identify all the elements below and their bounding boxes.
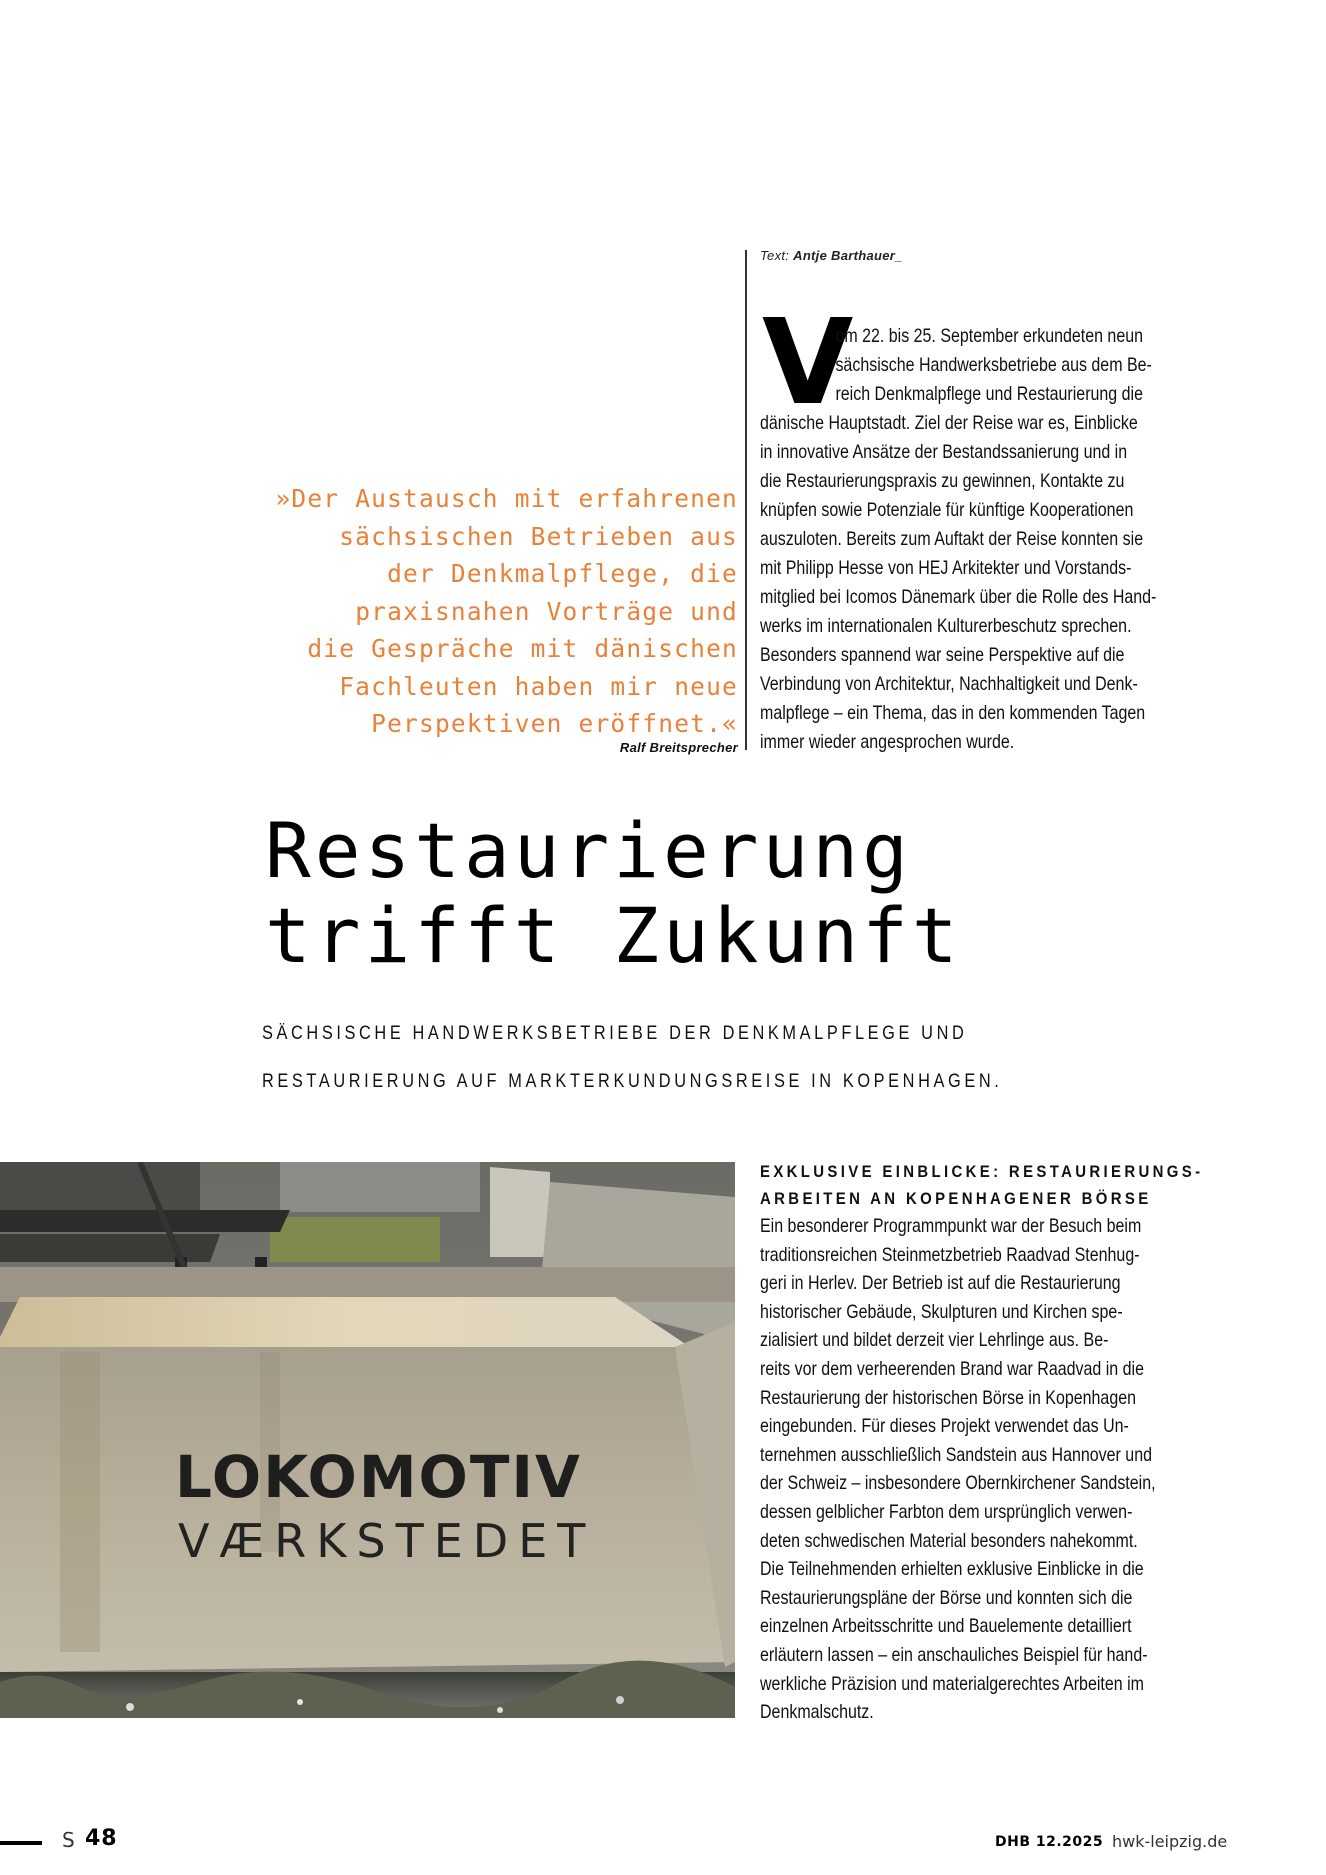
intro-line: die Restaurierungspraxis zu gewinnen, Kontakte zu	[760, 470, 1125, 492]
quote-line: Perspektiven eröffnet.«	[371, 709, 738, 738]
intro-line: mit Philipp Hesse von HEJ Arkitekter und Vorstands-	[760, 557, 1132, 579]
section-body-line: reits vor dem verheerenden Brand war Raadvad in die	[760, 1357, 1144, 1380]
headline-line: trifft Zukunft	[265, 891, 962, 980]
section-body-line: ternehmen ausschließlich Sandstein aus Hannover und	[760, 1443, 1152, 1466]
section-body-line: werkliche Präzision und materialgerechtes Arbeiten im	[760, 1672, 1144, 1695]
section-body-line: dessen gelblicher Farbton dem ursprünglich verwen-	[760, 1500, 1133, 1523]
column-divider	[745, 250, 747, 750]
intro-line: malpflege – ein Thema, das in den kommenden Tagen	[760, 702, 1146, 724]
section-body-line: erläutern lassen – ein anschauliches Beispiel für hand-	[760, 1643, 1148, 1666]
quote-line: »Der Austausch mit erfahrenen	[275, 484, 738, 513]
section-body-line: eingebunden. Für dieses Projekt verwendet das Un-	[760, 1415, 1129, 1438]
quote-line: der Denkmalpflege, die	[387, 559, 738, 588]
intro-line: dänische Hauptstadt. Ziel der Reise war es, Einblicke	[760, 412, 1138, 434]
byline	[760, 248, 903, 263]
intro-line: auszuloten. Bereits zum Auftakt der Reise konnten sie	[760, 528, 1144, 550]
intro-line: Besonders spannend war seine Perspektive auf die	[760, 644, 1125, 666]
quote-line: Fachleuten haben mir neue	[339, 671, 738, 701]
intro-line: om 22. bis 25. September erkundeten neun	[835, 325, 1144, 347]
section-heading-line: EXKLUSIVE EINBLICKE: RESTAURIERUNGS-	[760, 1162, 1204, 1181]
footer-rule	[0, 1841, 42, 1845]
section-body-line: Ein besonderer Programmpunkt war der Besuch beim	[760, 1215, 1142, 1237]
subheadline-line: RESTAURIERUNG AUF MARKTERKUNDUNGSREISE IN KOPENHAGEN.	[262, 1071, 1003, 1092]
section-heading	[760, 1158, 1240, 1212]
section-body-line: geri in Herlev. Der Betrieb ist auf die Restaurierung	[760, 1272, 1121, 1295]
headline-line: Restaurierung	[265, 806, 912, 895]
intro-line: Verbindung von Architektur, Nachhaltigkeit und Denk-	[760, 673, 1138, 695]
website-link[interactable]: hwk-leipzig.de	[1112, 1832, 1228, 1851]
svg-text:VÆRKSTEDET: VÆRKSTEDET	[178, 1514, 596, 1568]
section-body-line: deten schwedischen Material besonders nahekommt.	[760, 1529, 1138, 1552]
intro-line: knüpfen sowie Potenziale für künftige Kooperationen	[760, 499, 1134, 521]
page-number: 48	[85, 1826, 118, 1851]
pull-quote	[258, 480, 738, 743]
drop-cap: V	[762, 293, 854, 431]
byline-label: Text:	[760, 248, 790, 263]
section-body-line: zialisiert und bildet derzeit vier Lehrlinge aus. Be-	[760, 1329, 1109, 1352]
photo-stencil-text: LOKOMOTIV	[175, 1443, 582, 1511]
section-body-line: historischer Gebäude, Skulpturen und Kirchen spe-	[760, 1300, 1123, 1323]
issue-label: DHB 12.2025	[995, 1834, 1104, 1850]
intro-line: reich Denkmalpflege und Restaurierung die	[835, 383, 1143, 405]
section-body	[760, 1212, 1240, 1727]
intro-line: immer wieder angesprochen wurde.	[760, 731, 1015, 753]
byline-author: Antje Barthauer_	[793, 248, 903, 263]
section-heading-line: ARBEITEN AN KOPENHAGENER BÖRSE	[760, 1189, 1152, 1208]
intro-line: sächsische Handwerksbetriebe aus dem Be-	[835, 354, 1152, 376]
quote-line: praxisnahen Vorträge und	[355, 596, 738, 626]
quote-line: sächsischen Betrieben aus	[339, 521, 738, 551]
intro-line: werks im internationalen Kulturerbeschutz sprechen.	[760, 615, 1132, 637]
quote-author: Ralf Breitsprecher	[619, 740, 738, 755]
quote-line: die Gespräche mit dänischen	[307, 634, 738, 663]
section-body-line: Restaurierungspläne der Börse und konnten sich die	[760, 1586, 1133, 1609]
intro-line: in innovative Ansätze der Bestandssanierung und in	[760, 441, 1128, 463]
headline	[265, 808, 962, 978]
article-photo	[0, 1162, 735, 1718]
section-body-line: einzelnen Arbeitsschritte und Bauelemente detailliert	[760, 1615, 1132, 1638]
section-borse	[760, 1158, 1240, 1727]
intro-paragraph	[760, 322, 1240, 757]
section-body-line: Restaurierung der historischen Börse in Kopenhagen	[760, 1386, 1137, 1409]
subheadline	[262, 1010, 1123, 1106]
section-body-line: der Schweiz – insbesondere Obernkirchener Sandstein,	[760, 1472, 1156, 1495]
page-prefix: S	[62, 1828, 75, 1852]
section-body-line: Die Teilnehmenden erhielten exklusive Einblicke in die	[760, 1558, 1144, 1581]
section-body-line: traditionsreichen Steinmetzbetrieb Raadvad Stenhug-	[760, 1243, 1140, 1266]
section-body-line: Denkmalschutz.	[760, 1701, 874, 1724]
intro-line: mitglied bei Icomos Dänemark über die Rolle des Hand-	[760, 586, 1157, 608]
subheadline-line: SÄCHSISCHE HANDWERKSBETRIEBE DER DENKMALPFLEGE UND	[262, 1023, 968, 1044]
